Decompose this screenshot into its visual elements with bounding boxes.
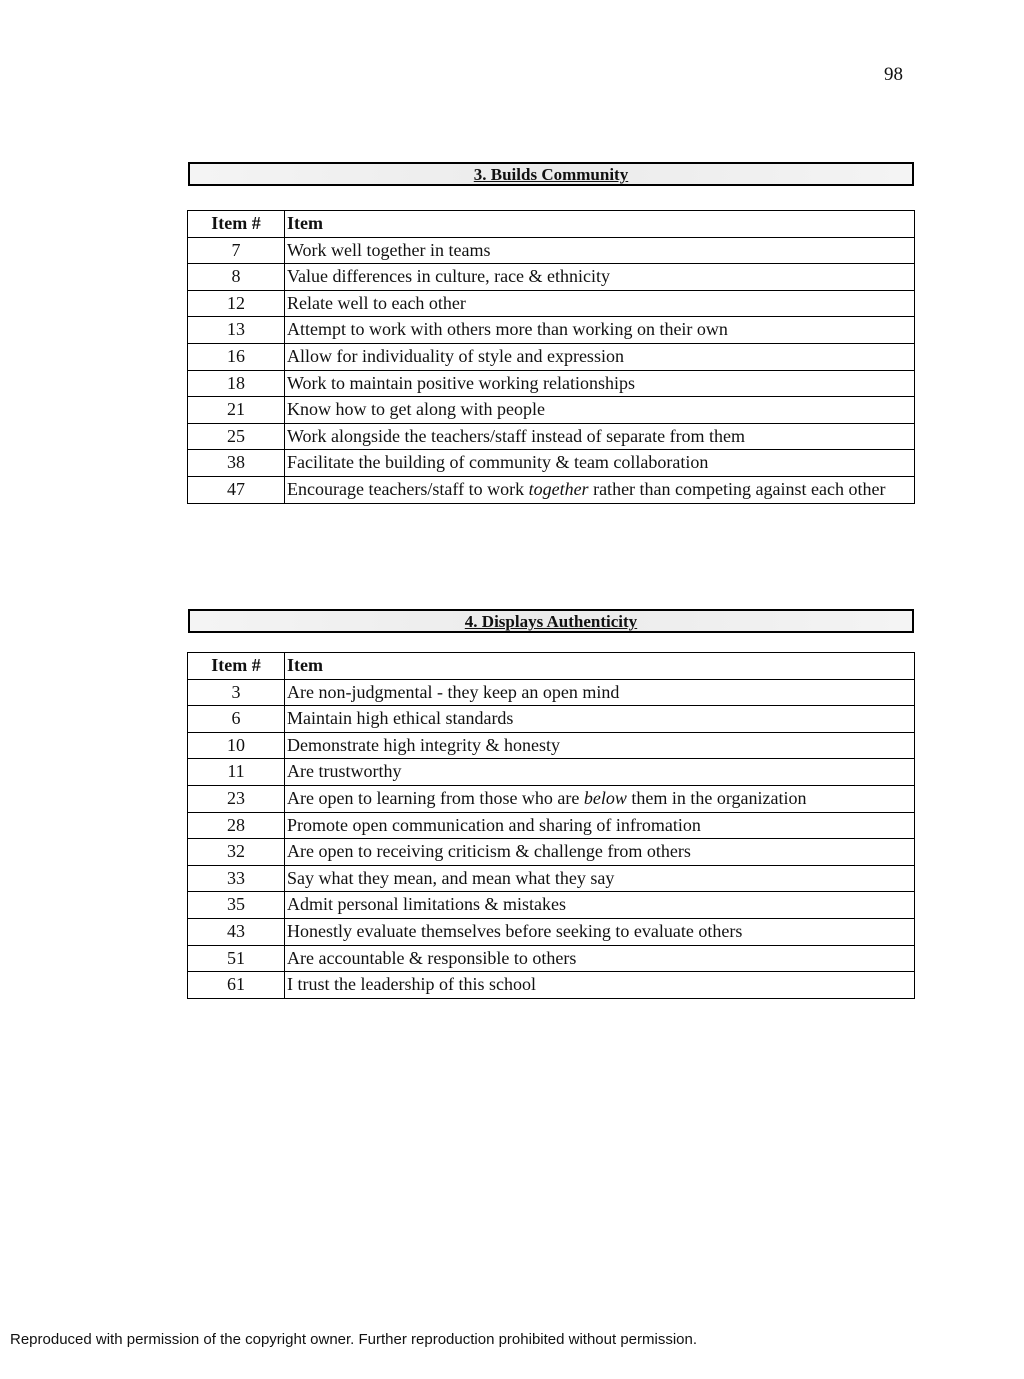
item-number: 10 [188, 732, 285, 759]
table-row [188, 290, 915, 317]
table-row [188, 785, 915, 812]
table-row [188, 317, 915, 344]
item-text-part: Are open to learning from those who are [287, 787, 584, 808]
table-row [188, 679, 915, 706]
item-text-part: rather than competing against each other [588, 478, 886, 499]
item-number: 28 [188, 812, 285, 839]
section-header-builds-community [188, 162, 914, 186]
table-row [188, 476, 915, 503]
item-text: Are open to receiving criticism & challenge from others [285, 839, 915, 866]
page-number: 98 [884, 64, 903, 85]
item-number: 33 [188, 865, 285, 892]
item-number: 47 [188, 476, 285, 503]
item-number: 7 [188, 237, 285, 264]
table-row [188, 343, 915, 370]
table-row [188, 892, 915, 919]
item-text: I trust the leadership of this school [285, 972, 915, 999]
item-text: Value differences in culture, race & ethnicity [285, 264, 915, 291]
column-header-item: Item [285, 653, 915, 680]
section-title: 3. Builds Community [473, 165, 629, 184]
item-text: Are accountable & responsible to others [285, 945, 915, 972]
section-title: 4. Displays Authenticity [464, 612, 638, 631]
item-number: 61 [188, 972, 285, 999]
item-number: 21 [188, 397, 285, 424]
item-text-part: Encourage teachers/staff to work [287, 478, 529, 499]
table-row [188, 918, 915, 945]
item-number: 38 [188, 450, 285, 477]
item-text: Demonstrate high integrity & honesty [285, 732, 915, 759]
item-number: 16 [188, 343, 285, 370]
item-text: Are non-judgmental - they keep an open mind [285, 679, 915, 706]
item-text: Maintain high ethical standards [285, 706, 915, 733]
item-text: Promote open communication and sharing of infromation [285, 812, 915, 839]
item-text [285, 785, 915, 812]
displays-authenticity-table [187, 652, 915, 999]
table-row [188, 945, 915, 972]
item-text: Relate well to each other [285, 290, 915, 317]
column-header-item-number: Item # [188, 653, 285, 680]
item-number: 32 [188, 839, 285, 866]
item-number: 35 [188, 892, 285, 919]
builds-community-table [187, 210, 915, 504]
section-header-displays-authenticity [188, 609, 914, 633]
item-number: 3 [188, 679, 285, 706]
table-row [188, 865, 915, 892]
item-text [285, 476, 915, 503]
item-text: Honestly evaluate themselves before seeking to evaluate others [285, 918, 915, 945]
item-number: 11 [188, 759, 285, 786]
table-row [188, 839, 915, 866]
item-text: Facilitate the building of community & team collaboration [285, 450, 915, 477]
column-header-item: Item [285, 211, 915, 238]
table-header-row [188, 653, 915, 680]
item-number: 6 [188, 706, 285, 733]
table-row [188, 759, 915, 786]
item-number: 23 [188, 785, 285, 812]
item-number: 13 [188, 317, 285, 344]
item-text: Know how to get along with people [285, 397, 915, 424]
table-row [188, 732, 915, 759]
table-row [188, 264, 915, 291]
item-text: Are trustworthy [285, 759, 915, 786]
item-text: Work alongside the teachers/staff instead of separate from them [285, 423, 915, 450]
item-text: Work to maintain positive working relationships [285, 370, 915, 397]
item-number: 8 [188, 264, 285, 291]
table-row [188, 423, 915, 450]
item-text-part: them in the organization [626, 787, 807, 808]
table-row [188, 812, 915, 839]
item-text-emphasis: below [583, 787, 627, 808]
item-number: 12 [188, 290, 285, 317]
item-text: Say what they mean, and mean what they say [285, 865, 915, 892]
item-text: Allow for individuality of style and expression [285, 343, 915, 370]
table-row [188, 972, 915, 999]
table-header-row [188, 211, 915, 238]
item-text: Admit personal limitations & mistakes [285, 892, 915, 919]
copyright-footer: Reproduced with permission of the copyright owner. Further reproduction prohibited without permission. [10, 1331, 698, 1348]
table-row [188, 397, 915, 424]
table-row [188, 706, 915, 733]
item-text: Attempt to work with others more than working on their own [285, 317, 915, 344]
item-number: 25 [188, 423, 285, 450]
item-number: 43 [188, 918, 285, 945]
item-number: 51 [188, 945, 285, 972]
table-row [188, 370, 915, 397]
table-row [188, 450, 915, 477]
column-header-item-number: Item # [188, 211, 285, 238]
item-text: Work well together in teams [285, 237, 915, 264]
item-text-emphasis: together [528, 478, 589, 499]
table-row [188, 237, 915, 264]
item-number: 18 [188, 370, 285, 397]
